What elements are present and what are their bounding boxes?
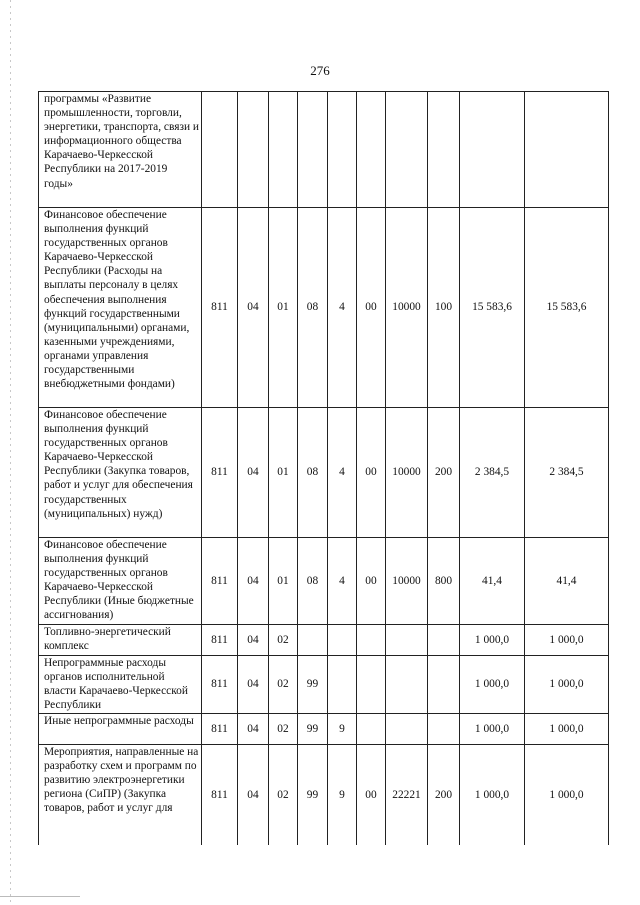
cell-amount-2: 1 000,0 (525, 656, 609, 714)
table-row (39, 745, 609, 845)
cell-event: 00 (357, 745, 386, 845)
cell-expense-type (428, 625, 460, 656)
cell-amount-2: 1 000,0 (525, 714, 609, 745)
cell-subprogram: 9 (328, 714, 357, 745)
cell-admin: 811 (202, 208, 238, 408)
table-row (39, 714, 609, 745)
scan-edge-mark (10, 0, 11, 905)
cell-subsection: 02 (269, 625, 298, 656)
row-name: Финансовое обеспечение выполнения функций государственных органов Карачаево-Черкесской Республики (Иные бюджетные ассигнования) (39, 538, 202, 625)
cell-expense-type (428, 92, 460, 208)
cell-subsection: 02 (269, 745, 298, 845)
cell-subprogram (328, 656, 357, 714)
cell-subprogram (328, 92, 357, 208)
cell-admin: 811 (202, 408, 238, 538)
budget-table (38, 91, 609, 845)
cell-program: 99 (298, 745, 328, 845)
cell-section: 04 (238, 408, 269, 538)
cell-event (357, 714, 386, 745)
cell-expense-type (428, 714, 460, 745)
cell-amount: 41,4 (460, 538, 525, 625)
cell-section: 04 (238, 745, 269, 845)
cell-program (298, 92, 328, 208)
table-row (39, 625, 609, 656)
row-name: Финансовое обеспечение выполнения функций государственных органов Карачаево-Черкесской Республики (Закупка товаров, работ и услуг для обеспечения государственных (муниципальных) нужд) (39, 408, 202, 538)
cell-amount: 1 000,0 (460, 625, 525, 656)
cell-section (238, 92, 269, 208)
cell-section: 04 (238, 208, 269, 408)
cell-subprogram: 4 (328, 538, 357, 625)
table-row (39, 538, 609, 625)
cell-program: 99 (298, 714, 328, 745)
cell-subsection: 01 (269, 408, 298, 538)
cell-amount-2 (525, 92, 609, 208)
cell-amount-2: 15 583,6 (525, 208, 609, 408)
cell-subprogram: 4 (328, 408, 357, 538)
cell-amount: 1 000,0 (460, 656, 525, 714)
cell-subprogram: 4 (328, 208, 357, 408)
row-name: Иные непрограммные расходы (39, 714, 202, 745)
cell-amount-2: 2 384,5 (525, 408, 609, 538)
cell-expense-type: 200 (428, 408, 460, 538)
cell-expense-type (428, 656, 460, 714)
table-row (39, 92, 609, 208)
row-name: Топливно-энергетический комплекс (39, 625, 202, 656)
cell-direction: 10000 (386, 408, 428, 538)
cell-amount: 1 000,0 (460, 745, 525, 845)
cell-section: 04 (238, 538, 269, 625)
cell-subsection: 02 (269, 714, 298, 745)
cell-expense-type: 100 (428, 208, 460, 408)
cell-program (298, 625, 328, 656)
cell-admin: 811 (202, 538, 238, 625)
cell-event (357, 656, 386, 714)
cell-section: 04 (238, 656, 269, 714)
cell-program: 08 (298, 538, 328, 625)
cell-program: 08 (298, 408, 328, 538)
row-name: Непрограммные расходы органов исполнительной власти Карачаево-Черкесской Республики (39, 656, 202, 714)
cell-amount (460, 92, 525, 208)
cell-direction: 10000 (386, 538, 428, 625)
table-row (39, 656, 609, 714)
footer-rule (0, 896, 80, 897)
row-name: Мероприятия, направленные на разработку схем и программ по развитию электроэнергетики региона (СиПР) (Закупка товаров, работ и услуг для (39, 745, 202, 845)
cell-direction (386, 656, 428, 714)
table-row (39, 208, 609, 408)
cell-subsection (269, 92, 298, 208)
cell-amount-2: 1 000,0 (525, 625, 609, 656)
cell-amount: 1 000,0 (460, 714, 525, 745)
row-name: Финансовое обеспечение выполнения функций государственных органов Карачаево-Черкесской Республики (Расходы на выплаты персоналу в целях обеспечения выполнения функций государственными (муниципальными) органами, казенными учреждениями, органами управления государственными внебюджетными фондами) (39, 208, 202, 408)
table-row (39, 408, 609, 538)
cell-event (357, 92, 386, 208)
cell-subsection: 01 (269, 538, 298, 625)
cell-expense-type: 200 (428, 745, 460, 845)
cell-admin (202, 92, 238, 208)
cell-admin: 811 (202, 656, 238, 714)
cell-direction (386, 714, 428, 745)
cell-section: 04 (238, 625, 269, 656)
cell-section: 04 (238, 714, 269, 745)
cell-event (357, 625, 386, 656)
cell-subprogram (328, 625, 357, 656)
row-name: программы «Развитие промышленности, торговли, энергетики, транспорта, связи и информационного общества Карачаево-Черкесской Республики на 2017-2019 годы» (39, 92, 202, 208)
cell-admin: 811 (202, 714, 238, 745)
cell-event: 00 (357, 408, 386, 538)
cell-admin: 811 (202, 625, 238, 656)
page-number: 276 (310, 63, 330, 78)
cell-direction (386, 625, 428, 656)
cell-subsection: 01 (269, 208, 298, 408)
cell-amount-2: 41,4 (525, 538, 609, 625)
cell-admin: 811 (202, 745, 238, 845)
cell-program: 99 (298, 656, 328, 714)
cell-event: 00 (357, 538, 386, 625)
cell-direction: 22221 (386, 745, 428, 845)
cell-subsection: 02 (269, 656, 298, 714)
cell-amount-2: 1 000,0 (525, 745, 609, 845)
cell-direction: 10000 (386, 208, 428, 408)
cell-event: 00 (357, 208, 386, 408)
cell-amount: 2 384,5 (460, 408, 525, 538)
cell-amount: 15 583,6 (460, 208, 525, 408)
cell-expense-type: 800 (428, 538, 460, 625)
cell-direction (386, 92, 428, 208)
cell-subprogram: 9 (328, 745, 357, 845)
cell-program: 08 (298, 208, 328, 408)
